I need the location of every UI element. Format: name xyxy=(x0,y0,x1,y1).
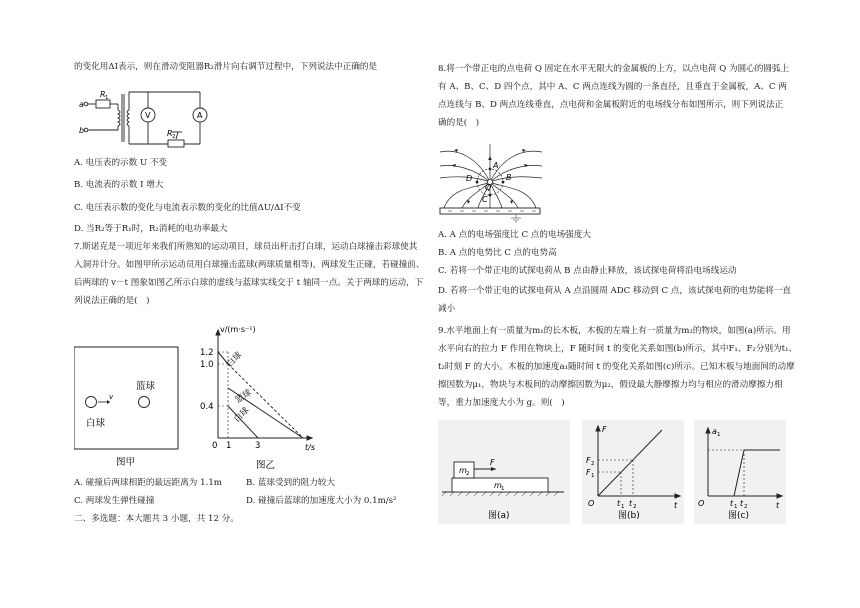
r2-subscript: 2 xyxy=(172,134,176,140)
q7-option-a: A. 碰撞后两球相距的最远距离为 1.1m xyxy=(74,478,222,488)
vt-curve-label-blue: 篮球 xyxy=(233,387,254,406)
q6-option-b: B. 电流表的示数 I 增大 xyxy=(74,180,164,190)
q6-option-c: C. 电压表示数的变化与电流表示数的变化的比值ΔU/ΔI不变 xyxy=(74,203,301,213)
fig-c-origin: O xyxy=(698,499,705,508)
ammeter-label: A xyxy=(197,111,203,120)
vt-x-tick-1: 1 xyxy=(226,441,232,451)
fig-a-force-label: F xyxy=(490,458,495,467)
fig-b-t1-sub: 1 xyxy=(621,504,625,510)
q9-stem-line-5: 等，重力加速度大小为 g。则( ) xyxy=(438,398,565,408)
q8-stem-line-4: 确的是( ) xyxy=(438,118,480,128)
fig-c-y-sub: 1 xyxy=(717,432,721,438)
fig-yi-caption: 图乙 xyxy=(256,460,276,471)
charge-q-label: Q xyxy=(485,183,492,192)
q6-circuit-diagram xyxy=(74,82,224,154)
q7-stem-line-3: 后两球的 v－t 图象如图乙所示白球的虚线与蓝球实线交于 t 轴同一点。关于两球的运动，下 xyxy=(74,278,424,288)
q7-figure-jia xyxy=(74,344,189,470)
fig-c-y-label: a xyxy=(712,427,717,436)
q8-stem-line-2: 有 A、B、C、D 四个点，其中 A、C 两点连线为圆的一条直径，且垂直于金属板，A、C 两 xyxy=(438,82,787,92)
blue-ball-label: 篮球 xyxy=(136,381,156,392)
q8-option-c: C. 若将一个带正电的试探电荷从 B 点由静止释放，该试探电荷将沿电场线运动 xyxy=(438,266,737,276)
section-2-heading: 二、多选题：本大题共 3 小题，共 12 分。 xyxy=(74,514,239,524)
q8-option-d-tail: 减小 xyxy=(438,304,456,314)
fig-a-m2-sub: 2 xyxy=(466,471,470,477)
point-c-label: C xyxy=(482,195,488,204)
white-ball-label: 白球 xyxy=(86,418,106,429)
q8-stem xyxy=(438,60,789,132)
q7-stem-line-2: 入洞并计分。如图甲所示运动员用白球撞击蓝球(两球质量相等)，两球发生正碰，若碰撞前、 xyxy=(74,260,425,270)
fig-c-t1-label: t xyxy=(730,499,734,508)
fig-a-caption: 图(a) xyxy=(488,511,510,521)
fig-b-y-label: F xyxy=(602,425,607,434)
r2-label: R xyxy=(167,129,173,138)
q7-stem xyxy=(74,238,424,310)
vt-x-tick-0: 0 xyxy=(212,441,218,451)
vt-y-tick-0-4: 0.4 xyxy=(200,402,214,412)
vt-x-tick-3: 3 xyxy=(255,441,261,451)
q7-stem-line-4: 列说法正确的是( ) xyxy=(74,296,150,306)
fig-b-f1-sub: 1 xyxy=(591,473,595,479)
r1-label: R xyxy=(100,90,106,99)
vt-y-tick-1-0: 1.0 xyxy=(200,360,214,370)
fig-b-origin: O xyxy=(588,499,595,508)
q8-stem-line-1: 8.将一个带正电的点电荷 Q 固定在水平无限大的金属板的上方，以点电荷 Q 为圆心的圆弧上 xyxy=(438,64,790,74)
q9-stem xyxy=(438,322,797,412)
fig-b-t2-sub: 2 xyxy=(633,504,637,510)
q8-option-a: A. A 点的电场强度比 C 点的电场强度大 xyxy=(438,230,591,240)
q7-figure-yi-vt-graph xyxy=(192,322,342,472)
fig-c-caption: 图(c) xyxy=(728,511,749,521)
q9-stem-line-4: 擦因数为μ₁，物块与木板间的动摩擦因数为μ₂，假设最大静摩擦力均与相应的滑动摩擦力相 xyxy=(438,380,783,390)
fig-b-caption: 图(b) xyxy=(618,511,640,521)
point-d-label: D xyxy=(466,174,473,183)
q9-figures xyxy=(438,420,788,524)
vt-y-tick-1-2: 1.2 xyxy=(200,348,214,358)
q6-option-d: D. 当R₂等于R₁时，R₂消耗的电功率最大 xyxy=(74,224,228,234)
fig-b-f2-label: F xyxy=(586,456,591,465)
q8-option-b: B. A 点的电势比 C 点的电势高 xyxy=(438,248,557,258)
q7-option-b: B. 蓝球受到的阻力较大 xyxy=(246,478,336,488)
r1-subscript: 1 xyxy=(105,95,109,101)
fig-c-x-label: t xyxy=(776,501,780,510)
q9-stem-line-3: t₂时刻 F 的大小。木板的加速度a₁随时间 t 的变化关系如图(c)所示。已知木板与地面间的动摩 xyxy=(438,362,795,372)
q8-electric-field-diagram xyxy=(438,138,550,224)
fig-c-t2-sub: 2 xyxy=(744,504,748,510)
q7-option-d: D. 碰撞后蓝球的加速度大小为 0.1m/s² xyxy=(246,496,397,506)
vt-x-axis-label: t/s xyxy=(305,443,315,452)
q9-stem-line-2: 水平向右的拉力 F 作用在物块上，F 随时间 t 的变化关系如图(b)所示，其中F₁、F₂分别为t₁、 xyxy=(438,344,798,354)
point-b-label: B xyxy=(506,173,512,182)
q7-option-c: C. 两球发生弹性碰撞 xyxy=(74,496,155,506)
point-a-label: A xyxy=(493,161,499,170)
vt-curve-label-white-after: 白球 xyxy=(232,405,252,425)
q8-option-d: D. 若将一个带正电的试探电荷从 A 点沿圆周 ADC 移动到 C 点，该试探电荷的电势能将一直 xyxy=(438,286,792,296)
blue-ball xyxy=(139,397,150,408)
fig-b-t2-label: t xyxy=(629,499,633,508)
fig-a-m2-label: m xyxy=(459,466,467,475)
terminal-a-label: a xyxy=(79,100,84,109)
q7-stem-line-1: 7.斯诺克是一项近年来我们所熟知的运动项目，球员出杆击打白球，运动白球撞击彩球使其 xyxy=(74,242,418,252)
voltmeter-label: V xyxy=(145,111,151,120)
fig-a-m1-label: m xyxy=(494,481,502,490)
q6-stem-tail: 的变化用ΔI表示，则在滑动变阻器R₂滑片向右调节过程中，下列说法中正确的是 xyxy=(74,62,378,72)
terminal-b-label: b xyxy=(79,126,85,135)
v-arrow-label: v xyxy=(109,393,114,401)
fig-a-m1-sub: 1 xyxy=(501,486,505,492)
q8-stem-line-3: 点连线与 B、D 两点连线垂直，点电荷和金属板附近的电场线分布如图所示，则下列说法正 xyxy=(438,100,784,110)
fig-b-t1-label: t xyxy=(617,499,621,508)
vt-y-axis-label: v/(m·s⁻¹) xyxy=(220,325,256,334)
vt-curve-label-white-before: 白球 xyxy=(225,350,245,370)
white-ball xyxy=(86,397,97,408)
q9-stem-line-1: 9.水平地面上有一质量为m₁的长木板，木板的左端上有一质量为m₂的物块，如图(a)所示。用 xyxy=(438,326,791,336)
q6-option-a: A. 电压表的示数 U 不变 xyxy=(74,158,168,168)
fig-c-t1-sub: 1 xyxy=(734,504,738,510)
fig-b-x-label: t xyxy=(674,501,678,510)
fig-jia-caption: 图甲 xyxy=(116,457,136,468)
fig-c-t2-label: t xyxy=(740,499,744,508)
fig-b-f2-sub: 2 xyxy=(591,461,595,467)
fig-b-f1-label: F xyxy=(586,468,591,477)
